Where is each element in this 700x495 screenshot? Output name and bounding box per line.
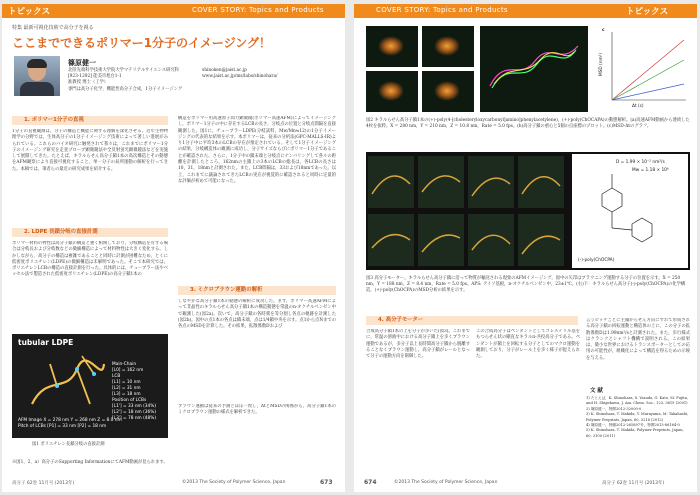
author-contact xyxy=(202,68,332,80)
legend-text: [L1'] = 33 nm (34%) xyxy=(112,404,157,409)
left-page xyxy=(2,4,345,492)
afm-row xyxy=(366,154,566,210)
footer-journal: 高分子 62巻 11月号 (2013年) xyxy=(602,481,665,486)
figure-1-dimensions xyxy=(18,418,122,430)
legend-text: X = 278 nm xyxy=(43,418,70,423)
right-header-bar xyxy=(354,4,697,18)
legend-text: [L2] = 31 nm xyxy=(112,386,141,391)
legend-text: Z = 8.0 nm xyxy=(97,418,122,423)
figure-2-afm-sequence xyxy=(366,26,588,112)
author-email-link[interactable]: shinoken@jaist.ac.jp xyxy=(202,68,247,73)
afm-frame xyxy=(366,71,418,112)
author-website-link[interactable]: www.jaist.ac.jp/ms/labs/shinohara/ xyxy=(202,74,278,80)
legend-text: [P2] = 18 nm xyxy=(77,424,107,429)
figure-1-title: tubular LDPE xyxy=(18,338,74,347)
footer-journal: 高分子 62巻 11月号 (2013年) xyxy=(12,481,75,486)
figure-1-afm-image xyxy=(12,334,168,438)
trajectory-graphic xyxy=(480,26,588,112)
section-heading-2: 2. LDPE 長鎖分岐の直接計測 xyxy=(12,228,168,237)
affiliation-line: 専門は高分子化学，機能性高分子合成，1分子イメージング xyxy=(68,86,183,92)
y-axis-label: MSD (nm²) xyxy=(599,52,605,77)
article-title: ここまでできるポリマー1分子のイメージング！ xyxy=(12,36,271,50)
chemical-structure-panel xyxy=(572,154,688,268)
legend-text: [L3] = 18 nm xyxy=(112,392,141,397)
panel-c-label: c xyxy=(602,28,605,33)
paragraph-5: ブラウン運動は従来の予測とほぼ一致し，ΔtとMSDの関係から，高分子鎖1本のミクロブラウン運動の様式を解析できた。 xyxy=(178,404,336,416)
header-tag-right: トピックス xyxy=(626,7,669,17)
paragraph-6: 合成高分子鎖1本の上を分子が歩いた(図3)。これまでに，常温の溶液中における高分子鎖上を歩くブラウン運動であるが，多分子以上長時間高分子鎖から脱離することなくブラウン運動し，高分子鎖がレールとなって分子の運動方向を制御した。 xyxy=(366,329,470,360)
paragraph-7: この合成高分子はペンダントとしてコレステリル基をもつらせん状の剛直なキラルπ-共役高分子である。ペンダントが鎖上を回転する分子としてのマクロ運動を観測しており，分子がレール上を歩く様子が捉えられた。 xyxy=(476,329,580,360)
afm-frame xyxy=(366,26,418,67)
figure-3-caption: 図3 高分子モーター。キラルらせん高分子鎖に沿って物質が輸送される現象のAFMイメージング。図中の矢印はブラウニング運動する分子の位置を示す。X = 250 nm，Y = 188 nm，Z = 8.4 nm，Rate = 5.0 fps。APS: アイソ基板，n-オクチルベンゼン中，23±1℃。(右)下：キラルらせん高分子(-)-poly(ChOCPA)の化学構造，(+)-poly(ChOCPA)のMSD分析の結果を示す。 xyxy=(366,276,686,294)
afm-row xyxy=(366,212,566,268)
left-header-bar xyxy=(2,4,345,18)
paragraph-3: 構造をポリマー用高速原子間力顕微鏡(ポリマー高速AFM)によってイメージングし，ポリマー1分子の中に存在するLCBの長さ，分岐点の位置と分岐点間隔を直接観測した。図1に，チューブラーLDPE(分岐試料，Mw/Mn≒12)の1分子イメージングの代表的な結果を示す。本ポリマーは，従来の分析法(GPC-MALLS-IR)より1分子中に平均3本のLCBの存在が推定されている。そして1分子イメージングの結果，分岐構造体の観測に成功し，分子サイズならびにポリマー1分子であることが確認された。さらに，1分子中の鎖末端と分岐点にナンバリングして各々の距離を計測したところ，162nmの主鎖上の3本のLCBの総長は，各LCBの長さは10，31，18nmと計測された。また，LCB間隔は，33および18nmであった。以上，これまでに議論されてきたLCBの実在が視覚的に確認されると同時に定量的な評価が初めて可能になった。 xyxy=(178,116,336,184)
legend-text: Position of LCBs xyxy=(112,398,147,403)
trajectory-plot xyxy=(480,26,588,112)
figure-2-msd-chart xyxy=(598,26,690,112)
diffusion-coefficient: D = 1.99 × 10⁻² nm²/s xyxy=(616,160,665,165)
section-heading-1: 1. ポリマー1分子の直視 xyxy=(12,116,168,125)
chemical-structure-graphic xyxy=(572,154,688,268)
footer-copyright: ©2013 The Society of Polymer Science, Japan xyxy=(394,480,498,485)
author-name: 篠原健一 xyxy=(68,59,96,67)
afm-row-graphic xyxy=(366,212,566,268)
figure-1-legend xyxy=(112,362,156,422)
reference-item: 2) 篠原健一，特開2012-32000-0 xyxy=(586,406,642,411)
header-sub-left: COVER STORY: Topics and Products xyxy=(192,6,324,14)
legend-text: [P1] = 33 nm xyxy=(47,424,77,429)
reference-item: 3) K. Shinohara, T. Makida, Y. Murayama, M. Takahashi, Polymer Preprints, Japan, 60, 3218 (2012) xyxy=(586,412,689,422)
legend-text: Y = 268 nm xyxy=(70,418,96,423)
legend-text: [L3'] = 78 nm (48%) xyxy=(112,416,157,421)
references-heading: 文 献 xyxy=(590,388,603,394)
footer-copyright: ©2013 The Society of Polymer Science, Japan xyxy=(182,480,286,485)
paragraph-1: 1分子の直視観測は，分子の構造と機能に関する理解を深化させる。近年生物物理学の分野では，生体高分子の1分子イメージング技術によって著しい進展がみられている。これらのバイオ研究に触発されて我々は，これまでにポリマー1分子のイメージング研究を走査プローブ顕微鏡法や全反射蛍光顕微鏡法などを実施して展開してきた。たとえば，キラルらせん高分子鎖1本の高次構造とその動態をAFM観察により直接可視化すること，単一分子の局所運動の解析を行ってきた。本稿では，筆者らの最近の研究成果を紹介する。 xyxy=(12,129,168,172)
feature-label: 特集 最新可視化技術で高分子を視る xyxy=(12,25,94,31)
header-sub-right: COVER STORY: Topics and Products xyxy=(376,6,508,14)
page-number: 673 xyxy=(320,479,333,486)
reference-item: 4) 篠原健一，特願2012-265897号，特開2013-86164-0 xyxy=(586,423,680,428)
figure-3-afm-sequence xyxy=(366,152,690,270)
molecular-weight: Mw = 1.18 × 10⁶ xyxy=(632,168,669,173)
paragraph-2: ポリマー材料の物性は高分子鎖の構造と強く相関しており，分岐構造を有する場合は分岐長および分岐数などの微細構造によって材料物性は大きく変化する。しかしながら，高分子の構造は複雑であることと同時に計測が困難なため，とくに低密度ポリエチレン(LDPE)の微細構造は未解明であった。そこで本研究では，ポリエチレンLCBの構造の直接計測を行った。具体的には，チューブラー法やベッセル法で製造された低密度ポリエチレン(LDPE)の高分子鎖1本の xyxy=(12,241,168,278)
legend-text: [L0] = 162 nm xyxy=(112,368,144,373)
legend-text: LCB xyxy=(112,374,121,379)
afm-frame xyxy=(422,71,474,112)
msd-graphic xyxy=(598,26,690,112)
legend-text: [L2'] = 18 nm (36%) xyxy=(112,410,157,415)
reference-item: 1) たとえば，K. Shinohara, S. Yasuda, G. Kato, M. Fujita, and H. Shigekawa, J. Am. Chem. Soc., 123, 3619 (2001) xyxy=(586,396,689,406)
author-photo xyxy=(14,56,60,96)
afm-row-graphic xyxy=(366,154,566,210)
paragraph-4: しなやかな高分子鎖1本の動態の解析に成功した。まず，ポリマー高速AFMによって非晶性のキラルらせん高分子鎖1本の構造動態を常温のn-オクチルベンゼン中で観測した(図2a)。次いで，高分子鎖の各時刻を等分割し各点の軌跡を計測した(図2b)。図中の点1本の各点は鎖末端，点は1/4鎖中央を示す。点1から点Nまでの各点のMSDを計算した。その結果，拡散係数Dおよび xyxy=(178,299,336,330)
legend-text: [L1] = 10 nm xyxy=(112,380,141,385)
legend-text: Main-Chain xyxy=(112,362,137,367)
header-tag-left: トピックス xyxy=(8,7,51,17)
author-affiliation xyxy=(68,68,188,93)
affiliation-line: [923-1292] 能美市旭台1-1 xyxy=(68,74,122,80)
legend-text: Pitch of LCBs xyxy=(18,424,46,429)
legend-text: AFM Image xyxy=(18,418,42,423)
page-number: 674 xyxy=(364,479,377,486)
right-page xyxy=(354,4,697,492)
x-axis-label: Δt (s) xyxy=(632,104,644,109)
figure-1-caption: 図1 ポリエチレン長鎖分岐の直接計測 xyxy=(32,442,105,447)
reference-item: 5) K. Shinohara, T. Makida, Polymer Preprints, Japan, 60, 3100 (2011) xyxy=(586,428,684,438)
supporting-info-note: ※図1，2，a）高分子のSupporting InformationにてAFM動画が見られます。 xyxy=(12,460,168,465)
affiliation-line: 北陸先端科学技術大学院大学マテリアルサイエンス研究科 xyxy=(68,68,179,73)
figure-2-caption: 図2 キラルらせん高分子鎖1本の(+)-poly(4-[cholesteryloxycarbonyl]amino]phenylacetylene)，(+)-poly(ChOCAPA)の動態解析。(a)高速AFM動画から連続した4枚を抜粋。X = 280 nm，Y = 210 nm，Z = 10.8 nm，Rate = 5.0 fps。(b)高分子鎖の重心と5個の点座標のプロット。(c)MSD-Δtのグラフ。 xyxy=(366,118,690,130)
afm-frame xyxy=(422,26,474,67)
affiliation-line: 准教授 博士（工学） xyxy=(68,80,109,86)
section-heading-3: 3. ミクロブラウン運動の解析 xyxy=(178,286,336,295)
section-heading-4: 4. 高分子モーター xyxy=(366,316,578,325)
paragraph-8: 言うピッチごとに主鎖からせん方向にずれて形成される高分子鎖の回転運動と構造体の上に，この分子の拡散係数Dは1.99nm²/sと計測された。また，歩行様式はクランクとシャフト機構で説明される。この結果は，微小な世界におけるトランスポーターとしての応用の可能性が，組織化によって構造を得るための示唆を与える。 xyxy=(586,318,690,361)
references-list xyxy=(586,396,690,470)
polymer-name: (-)-poly(ChOCPA) xyxy=(578,258,615,263)
